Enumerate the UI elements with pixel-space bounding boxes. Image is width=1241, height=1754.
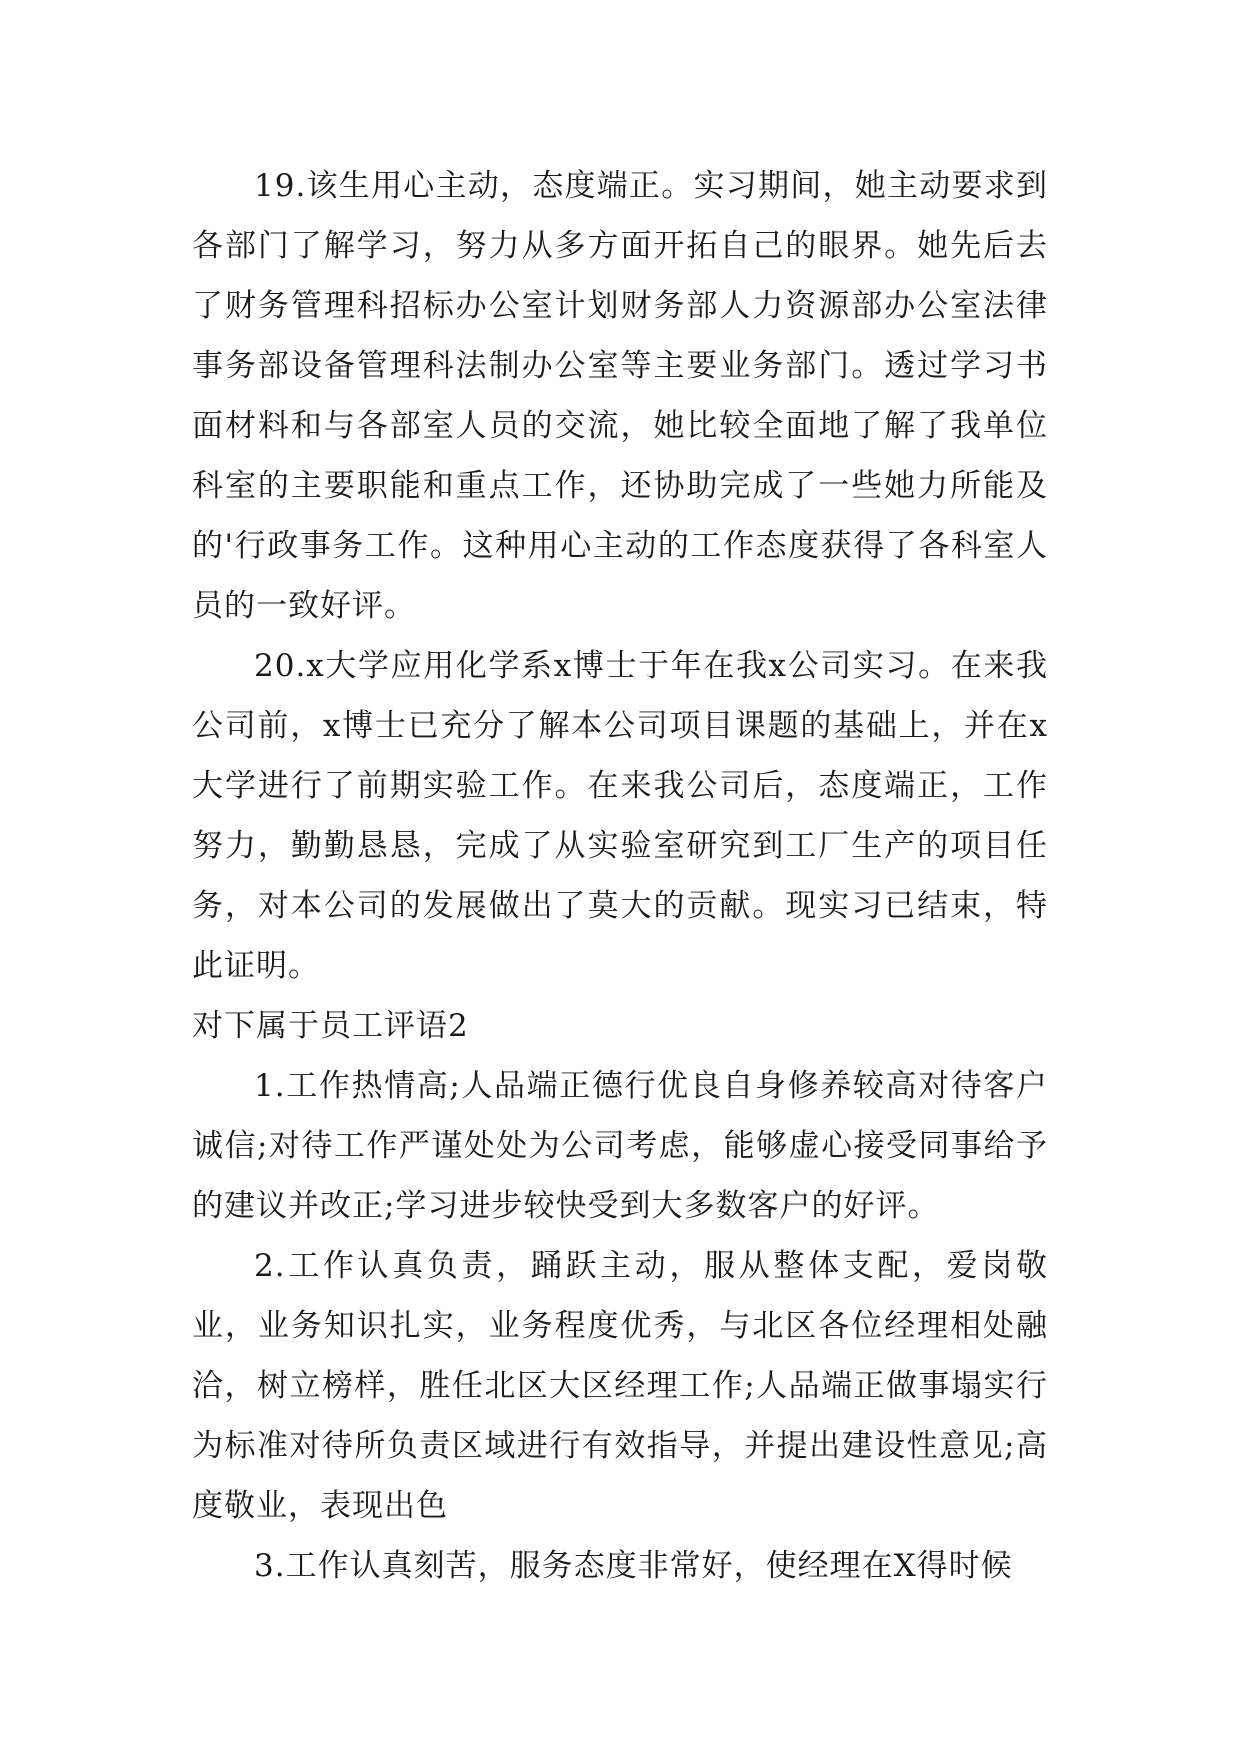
document-body xyxy=(192,156,1048,1596)
paragraph-item-3: 3.工作认真刻苦，服务态度非常好，使经理在X得时候 xyxy=(254,1548,1013,1584)
paragraph-item-19: 19.该生用心主动，态度端正。实习期间，她主动要求到各部门了解学习，努力从多方面开拓自己的眼界。她先后去了财务管理科招标办公室计划财务部人力资源部办公室法律事务部设备管理科法制办公室等主要业务部门。透过学习书面材料和与各部室人员的交流，她比较全面地了解了我单位科室的主要职能和重点工作，还协助完成了一些她力所能及的'行政事务工作。这种用心主动的工作态度获得了各科室人员的一致好评。 xyxy=(192,168,1048,624)
paragraph-item-1: 1.工作热情高;人品端正德行优良自身修养较高对待客户诚信;对待工作严谨处处为公司考虑，能够虚心接受同事给予的建议并改正;学习进步较快受到大多数客户的好评。 xyxy=(192,1068,1048,1224)
section-heading: 对下属于员工评语2 xyxy=(192,1008,469,1044)
paragraph-item-20: 20.x大学应用化学系x博士于年在我x公司实习。在来我公司前，x博士已充分了解本公司项目课题的基础上，并在x大学进行了前期实验工作。在来我公司后，态度端正，工作努力，勤勤恳恳，完成了从实验室研究到工厂生产的项目任务，对本公司的发展做出了莫大的贡献。现实习已结束，特此证明。 xyxy=(192,648,1048,984)
paragraph-item-2: 2.工作认真负责，踊跃主动，服从整体支配，爱岗敬业，业务知识扎实，业务程度优秀，与北区各位经理相处融洽，树立榜样，胜任北区大区经理工作;人品端正做事塌实行为标准对待所负责区域进行有效指导，并提出建设性意见;高度敬业，表现出色 xyxy=(192,1248,1048,1524)
